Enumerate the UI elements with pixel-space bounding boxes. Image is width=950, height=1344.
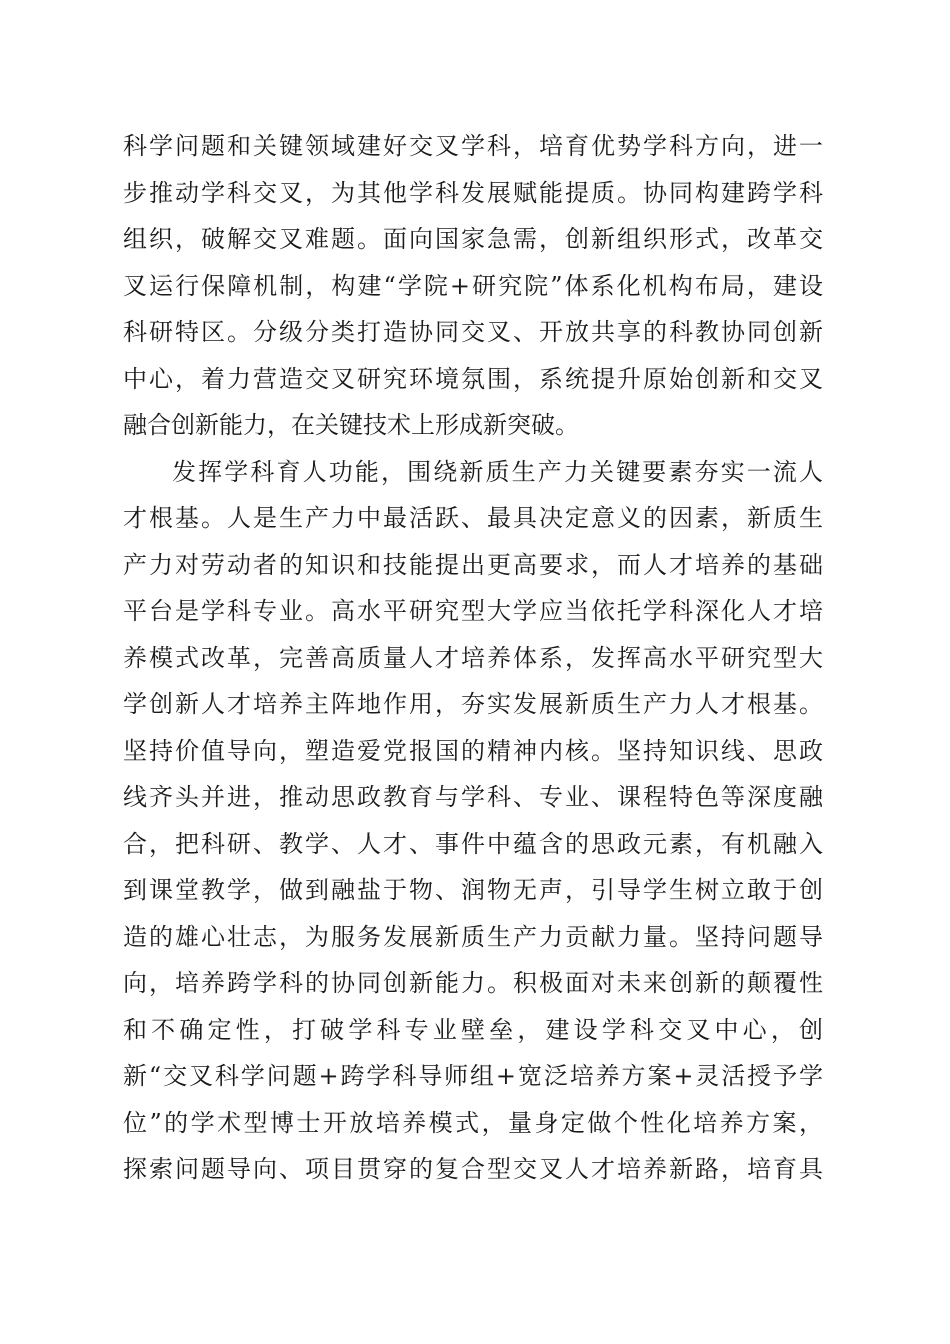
text-line: 学创新人才培养主阵地作用，夯实发展新质生产力人才根基。 [123,690,823,718]
text-line: 叉运行保障机制，构建“学院+研究院”体系化机构布局，建设 [123,271,823,300]
text-line: 科学问题和关键领域建好交叉学科，培育优势学科方向，进一 [123,132,823,160]
text-line: 组织，破解交叉难题。面向国家急需，创新组织形式，改革交 [123,225,823,253]
text-line: 步推动学科交叉，为其他学科发展赋能提质。协同构建跨学科 [123,178,823,207]
text-line: 新“交叉科学问题+跨学科导师组+宽泛培养方案+灵活授予学 [123,1062,823,1090]
text-line: 和不确定性，打破学科专业壁垒，建设学科交叉中心，创 [123,1015,823,1044]
text-line: 养模式改革，完善高质量人才培养体系，发挥高水平研究型大 [123,643,823,672]
text-line: 造的雄心壮志，为服务发展新质生产力贡献力量。坚持问题导 [123,922,823,951]
text-line: 合，把科研、教学、人才、事件中蕴含的思政元素，有机融入 [123,829,823,858]
text-line: 融合创新能力，在关键技术上形成新突破。 [123,411,579,439]
text-line: 线齐头并进，推动思政教育与学科、专业、课程特色等深度融 [123,783,823,811]
text-line: 到课堂教学，做到融盐于物、润物无声，引导学生树立敢于创 [123,876,823,904]
paragraph-start-line: 发挥学科育人功能，围绕新质生产力关键要素夯实一流人 [172,457,823,486]
text-line: 坚持价值导向，塑造爱党报国的精神内核。坚持知识线、思政 [123,736,823,765]
text-line: 位”的学术型博士开放培养模式，量身定做个性化培养方案， [123,1108,823,1137]
text-line: 平台是学科专业。高水平研究型大学应当依托学科深化人才培 [123,597,823,625]
text-line: 才根基。人是生产力中最活跃、最具决定意义的因素，新质生 [123,504,823,532]
text-line: 探索问题导向、项目贯穿的复合型交叉人才培养新路，培育具 [123,1155,823,1183]
text-line: 科研特区。分级分类打造协同交叉、开放共享的科教协同创新 [123,318,823,346]
text-line: 产力对劳动者的知识和技能提出更高要求，而人才培养的基础 [123,550,823,579]
text-line: 中心，着力营造交叉研究环境氛围，系统提升原始创新和交叉 [123,364,823,393]
text-line: 向，培养跨学科的协同创新能力。积极面对未来创新的颠覆性 [123,969,823,997]
